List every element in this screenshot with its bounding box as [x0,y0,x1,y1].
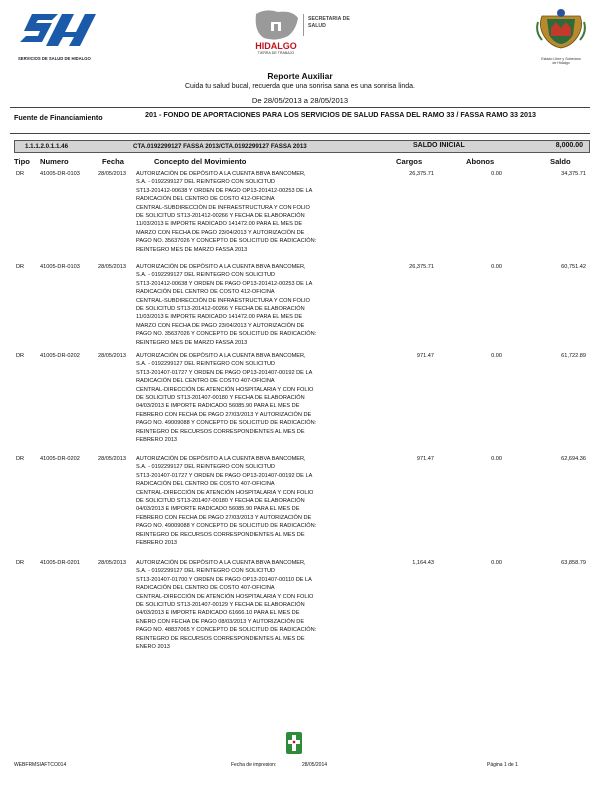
concepto-line: DE SOLICITUD ST13-201412-00266 Y FECHA DE ELABORACIÓN [136,213,305,220]
concepto-line: 11/03/2013 E IMPORTE RADICADO 141472.00 PARA EL MES DE [136,221,303,228]
row-saldo: 63,858.79 [561,560,586,566]
concepto-line: 04/03/2013 E IMPORTE RADICADO 56085.90 PARA EL MES DE [136,403,300,410]
saldo-inicial-label: SALDO INICIAL [413,142,465,149]
fuente-value: 201 - FONDO DE APORTACIONES PARA LOS SERVICIOS DE SALUD FASSA DEL RAMO 33 / FASSA RAMO 33 2013 [145,110,536,119]
concepto-line: S.A. - 0192299127 DEL REINTEGRO CON SOLICITUD [136,361,276,368]
seal-caption: Estado Libre y Soberano de Hidalgo [541,57,581,66]
concepto-line: FEBRERO CON FECHA DE PAGO 27/03/2013 Y AUTORIZACIÓN DE [136,514,312,521]
hidalgo-logo-sub: TIERRA DE TRABAJO [257,51,295,55]
concepto-line: REINTEGRO DE RECURSOS CORRESPONDIENTES AL MES DE [136,635,305,642]
ssh-logo [18,10,98,61]
concepto-line: FEBRERO 2013 [136,437,178,444]
concepto-line: CENTRAL-SUBDIRECCIÓN DE INFRAESTRUCTURA Y CON FOLIO [136,204,310,211]
concepto-line: PAGO NO. 49009088 Y CONCEPTO DE SOLICITUD DE RADICACIÓN: [136,420,317,427]
report-slogan: Cuida tu salud bucal, recuerda que una sonrisa sana es una sonrisa linda. [185,83,415,90]
row-tipo: DR [16,456,25,462]
concepto-line: AUTORIZACIÓN DE DEPÓSITO A LA CUENTA BBVA BANCOMER, [136,171,306,177]
logo-divider [303,14,304,36]
fuente-label: Fuente de Financiamiento [14,113,103,122]
row-concepto [136,559,368,651]
row-cargos: 26,375.71 [409,171,434,177]
footer-fecha-value: 28/05/2014 [302,762,328,768]
concepto-line: CENTRAL-DIRECCIÓN DE ATENCIÓN HOSPITALARIA Y CON FOLIO [136,489,314,496]
concepto-line: DE SOLICITUD ST13-201407-00180 Y FECHA DE ELABORACIÓN [136,395,305,402]
row-tipo: DR [16,264,25,270]
saldo-inicial-value: 8,000.00 [555,142,583,149]
row-tipo: DR [16,171,25,177]
row-fecha: 28/05/2013 [98,264,126,270]
report-date-range: De 28/05/2013 a 28/05/2013 [251,96,349,105]
row-numero: 41005-DR-0201 [40,560,80,566]
concepto-line: S.A. - 0192299127 DEL REINTEGRO CON SOLICITUD [136,464,276,471]
row-cargos: 971.47 [416,353,434,359]
row-concepto [136,455,368,547]
concepto-line: RADICACIÓN DEL CENTRO DE COSTO 407-OFICINA [136,378,275,385]
concepto-line: RADICACIÓN DEL CENTRO DE COSTO 412-OFICINA [136,196,275,203]
row-fecha: 28/05/2013 [98,171,126,177]
row-abonos: 0.00 [491,171,502,177]
secretaria-text: SECRETARIA DE SALUD [308,16,350,29]
concepto-line: PAGO NO. 49009088 Y CONCEPTO DE SOLICITUD DE RADICACIÓN: [136,523,317,530]
concepto-line: REINTEGRO MES DE MARZO FASSA 2013 [136,339,248,346]
row-saldo: 62,694.36 [561,456,586,462]
row-abonos: 0.00 [491,560,502,566]
row-concepto [136,352,368,444]
concepto-line: FEBRERO 2013 [136,540,178,547]
concepto-line: ENERO CON FECHA DE PAGO 08/03/2013 Y AUTORIZACIÓN DE [136,618,305,625]
concepto-line: DE SOLICITUD ST13-201407-00180 Y FECHA DE ELABORACIÓN [136,498,305,505]
footer-fecha-label: Fecha de impresion: [231,762,277,768]
row-tipo: DR [16,560,25,566]
fuente-top-rule [10,107,590,108]
concepto-line: FEBRERO CON FECHA DE PAGO 27/03/2013 Y AUTORIZACIÓN DE [136,411,312,418]
row-saldo: 34,375.71 [561,171,586,177]
concepto-line: AUTORIZACIÓN DE DEPÓSITO A LA CUENTA BBVA BANCOMER, [136,456,306,462]
concepto-line: REINTEGRO DE RECURSOS CORRESPONDIENTES AL MES DE [136,428,305,435]
concepto-line: 11/03/2013 E IMPORTE RADICADO 141472.00 PARA EL MES DE [136,314,303,321]
account-name: CTA.0192299127 FASSA 2013/CTA.0192299127 FASSA 2013 [133,143,307,150]
hidalgo-logo-text: HIDALGO [255,41,297,51]
concepto-line: ST13-201407-01700 Y ORDEN DE PAGO OP13-201407-00110 DE LA [136,576,312,583]
row-abonos: 0.00 [491,456,502,462]
row-cargos: 1,164.43 [412,560,434,566]
row-fecha: 28/05/2013 [98,560,126,566]
account-bar [14,140,590,153]
concepto-line: REINTEGRO DE RECURSOS CORRESPONDIENTES AL MES DE [136,531,305,538]
row-tipo: DR [16,353,25,359]
concepto-line: ST13-201407-01727 Y ORDEN DE PAGO OP13-201407-00192 DE LA [136,369,313,376]
concepto-line: MARZO CON FECHA DE PAGO 23/04/2013 Y AUTORIZACIÓN DE [136,229,305,236]
col-fecha: Fecha [102,157,124,166]
row-cargos: 971.47 [416,456,434,462]
concepto-line: S.A. - 0192299127 DEL REINTEGRO CON SOLICITUD [136,272,276,279]
row-saldo: 61,722.89 [561,353,586,359]
concepto-line: RADICACIÓN DEL CENTRO DE COSTO 407-OFICINA [136,481,275,488]
concepto-line: RADICACIÓN DEL CENTRO DE COSTO 407-OFICINA [136,585,275,592]
row-saldo: 60,751.42 [561,264,586,270]
row-fecha: 28/05/2013 [98,456,126,462]
col-numero: Numero [40,157,69,166]
ssh-logo-icon [18,10,98,50]
hidalgo-logo [246,8,306,58]
concepto-line: PAGO NO. 35637026 Y CONCEPTO DE SOLICITUD DE RADICACIÓN: [136,238,317,245]
concepto-line: PAGO NO. 48837065 Y CONCEPTO DE SOLICITUD DE RADICACIÓN: [136,627,317,634]
report-title: Reporte Auxiliar [267,71,333,81]
row-numero: 41005-DR-0103 [40,264,80,270]
concepto-line: DE SOLICITUD ST13-201412-00266 Y FECHA DE ELABORACIÓN [136,306,305,313]
footer-code: WEBFRMSIAFTCO014 [14,762,67,768]
concepto-line: PAGO NO. 35637026 Y CONCEPTO DE SOLICITUD DE RADICACIÓN: [136,331,317,338]
col-cargos: Cargos [396,157,423,166]
concepto-line: 04/03/2013 E IMPORTE RADICADO 56085.90 PARA EL MES DE [136,506,300,513]
row-numero: 41005-DR-0202 [40,353,80,359]
row-numero: 41005-DR-0202 [40,456,80,462]
concepto-line: ST13-201412-00638 Y ORDEN DE PAGO OP13-201412-00253 DE LA [136,280,313,287]
concepto-line: DE SOLICITUD ST13-201407-00129 Y FECHA DE ELABORACIÓN [136,602,305,609]
concepto-line: S.A. - 0192299127 DEL REINTEGRO CON SOLICITUD [136,568,276,575]
row-numero: 41005-DR-0103 [40,171,80,177]
concepto-line: AUTORIZACIÓN DE DEPÓSITO A LA CUENTA BBVA BANCOMER, [136,353,306,359]
concepto-line: CENTRAL-DIRECCIÓN DE ATENCIÓN HOSPITALARIA Y CON FOLIO [136,593,314,600]
concepto-line: REINTEGRO MES DE MARZO FASSA 2013 [136,246,248,253]
coat-of-arms-icon [536,6,586,52]
concepto-line: S.A. - 0192299127 DEL REINTEGRO CON SOLICITUD [136,179,276,186]
row-abonos: 0.00 [491,353,502,359]
footer-emblem [284,730,304,756]
row-concepto [136,263,368,347]
col-abonos: Abonos [466,157,495,166]
col-saldo: Saldo [550,157,571,166]
hidalgo-state-icon [246,8,306,44]
cross-emblem-icon [284,730,304,756]
concepto-line: MARZO CON FECHA DE PAGO 23/04/2013 Y AUTORIZACIÓN DE [136,322,305,329]
concepto-line: ST13-201407-01727 Y ORDEN DE PAGO OP13-201407-00192 DE LA [136,472,313,479]
concepto-line: RADICACIÓN DEL CENTRO DE COSTO 412-OFICINA [136,289,275,296]
row-cargos: 26,375.71 [409,264,434,270]
concepto-line: ENERO 2013 [136,644,170,651]
col-concepto: Concepto del Movimiento [154,157,247,166]
row-fecha: 28/05/2013 [98,353,126,359]
column-headers [14,157,590,166]
account-code: 1.1.1.2.0.1.1.46 [25,143,69,150]
concepto-line: AUTORIZACIÓN DE DEPÓSITO A LA CUENTA BBVA BANCOMER, [136,264,306,270]
row-concepto [136,170,368,254]
footer-pagina: Página 1 de 1 [487,762,518,768]
state-seal [536,6,586,64]
col-tipo: Tipo [14,157,30,166]
concepto-line: AUTORIZACIÓN DE DEPÓSITO A LA CUENTA BBVA BANCOMER, [136,560,306,566]
concepto-line: ST13-201412-00638 Y ORDEN DE PAGO OP13-201412-00253 DE LA [136,187,313,194]
concepto-line: CENTRAL-DIRECCIÓN DE ATENCIÓN HOSPITALARIA Y CON FOLIO [136,386,314,393]
ssh-logo-caption: SERVICIOS DE SALUD DE HIDALGO [18,56,91,61]
fuente-bottom-rule [10,133,590,134]
concepto-line: 04/03/2013 E IMPORTE RADICADO 61666.10 PARA EL MES DE [136,610,300,617]
concepto-line: CENTRAL-SUBDIRECCIÓN DE INFRAESTRUCTURA Y CON FOLIO [136,297,310,304]
row-abonos: 0.00 [491,264,502,270]
